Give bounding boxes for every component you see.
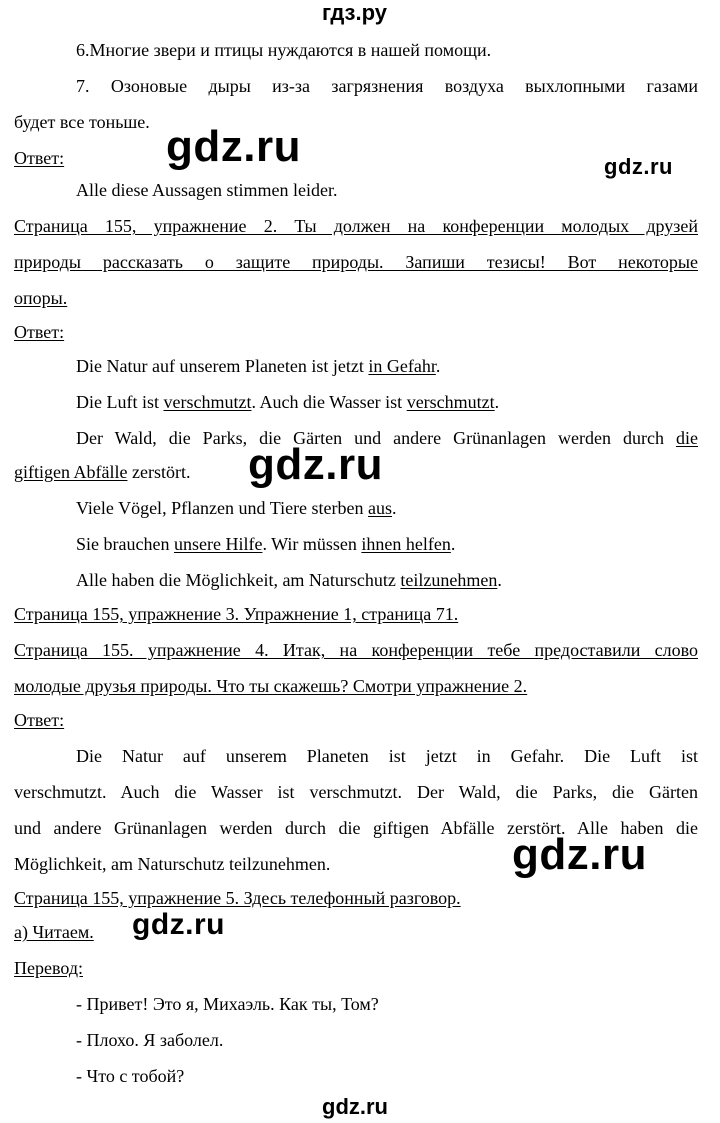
thesis-text: Alle haben die Möglichkeit, am Naturschutz bbox=[76, 570, 401, 590]
answer-paragraph-line-3: und andere Grünanlagen werden durch die giftigen Abfälle zerstört. Alle haben die bbox=[14, 818, 698, 838]
section-read-label: а) Читаем. bbox=[14, 922, 94, 942]
dialog-line-3: - Что с тобой? bbox=[76, 1066, 185, 1086]
page-footer: gdz.ru bbox=[322, 1094, 388, 1119]
thesis-text: . bbox=[450, 534, 456, 554]
watermark-2: gdz.ru bbox=[604, 154, 673, 179]
thesis-text: Die Luft ist bbox=[76, 392, 164, 412]
exercise-2-line-2: природы рассказать о защите природы. Запиши тезисы! Вот некоторые bbox=[14, 252, 698, 272]
thesis-underlined: teilzunehmen bbox=[400, 570, 498, 590]
line-2: 7. Озоновые дыры из-за загрязнения воздуха выхлопными газами bbox=[76, 76, 698, 96]
thesis-underlined: in Gefahr bbox=[368, 356, 436, 376]
thesis-line-7 bbox=[76, 568, 502, 592]
answer-paragraph-line-4: Möglichkeit, am Naturschutz teilzunehmen. bbox=[14, 854, 331, 874]
line-1: 6.Многие звери и птицы нуждаются в нашей помощи. bbox=[76, 40, 492, 60]
thesis-line-6 bbox=[76, 532, 455, 556]
thesis-line-1 bbox=[76, 354, 440, 378]
thesis-text: zerstört. bbox=[127, 462, 191, 482]
thesis-underlined: verschmutzt bbox=[163, 392, 252, 412]
thesis-underlined: verschmutzt bbox=[406, 392, 495, 412]
exercise-4-line-1: Страница 155. упражнение 4. Итак, на конференции тебе предоставили слово bbox=[14, 640, 698, 660]
thesis-text: . bbox=[392, 498, 397, 518]
exercise-2-line-3: опоры. bbox=[14, 288, 68, 308]
watermark-1: gdz.ru bbox=[166, 122, 301, 171]
answer-label-2: Ответ: bbox=[14, 322, 65, 342]
exercise-3-line: Страница 155, упражнение 3. Упражнение 1, страница 71. bbox=[14, 604, 459, 624]
answer-label-3: Ответ: bbox=[14, 710, 65, 730]
thesis-text: Die Natur auf unserem Planeten ist jetzt bbox=[76, 356, 369, 376]
thesis-line-2 bbox=[76, 390, 499, 414]
dialog-line-2: - Плохо. Я заболел. bbox=[76, 1030, 224, 1050]
thesis-text: . Auch die Wasser ist bbox=[251, 392, 407, 412]
page-header: гдз.ру bbox=[322, 0, 387, 25]
thesis-underlined: unsere Hilfe bbox=[173, 534, 263, 554]
watermark-4: gdz.ru bbox=[512, 830, 647, 879]
thesis-line-4 bbox=[14, 460, 190, 484]
thesis-underlined: die bbox=[676, 428, 698, 448]
thesis-text: Sie brauchen bbox=[76, 534, 174, 554]
line-5: Alle diese Aussagen stimmen leider. bbox=[76, 180, 338, 200]
answer-label-1: Ответ: bbox=[14, 148, 65, 168]
thesis-text: . bbox=[494, 392, 500, 412]
thesis-line-5 bbox=[76, 496, 397, 520]
translation-label: Перевод: bbox=[14, 958, 83, 978]
thesis-text: Viele Vögel, Pflanzen und Tiere sterben bbox=[76, 498, 369, 518]
answer-paragraph-line-2: verschmutzt. Auch die Wasser ist verschmutzt. Der Wald, die Parks, die Gärten bbox=[14, 782, 698, 802]
thesis-underlined: ihnen helfen bbox=[361, 534, 451, 554]
exercise-2-line-1: Страница 155, упражнение 2. Ты должен на конференции молодых друзей bbox=[14, 216, 698, 236]
thesis-underlined: aus bbox=[368, 498, 393, 518]
dialog-line-1: - Привет! Это я, Михаэль. Как ты, Том? bbox=[76, 994, 379, 1014]
thesis-line-3 bbox=[76, 426, 698, 450]
line-3: будет все тоньше. bbox=[14, 112, 150, 132]
thesis-text: . Wir müssen bbox=[262, 534, 362, 554]
watermark-5: gdz.ru bbox=[132, 908, 225, 941]
thesis-underlined: giftigen Abfälle bbox=[14, 462, 128, 482]
thesis-text: . bbox=[435, 356, 441, 376]
thesis-text: Der Wald, die Parks, die Gärten und andere Grünanlagen werden durch bbox=[76, 428, 676, 448]
answer-paragraph-line-1: Die Natur auf unserem Planeten ist jetzt in Gefahr. Die Luft ist bbox=[76, 746, 698, 766]
exercise-4-line-2: молодые друзья природы. Что ты скажешь? Смотри упражнение 2. bbox=[14, 676, 528, 696]
watermark-3: gdz.ru bbox=[248, 440, 383, 489]
exercise-5-line: Страница 155, упражнение 5. Здесь телефонный разговор. bbox=[14, 888, 461, 908]
thesis-text: . bbox=[497, 570, 502, 590]
